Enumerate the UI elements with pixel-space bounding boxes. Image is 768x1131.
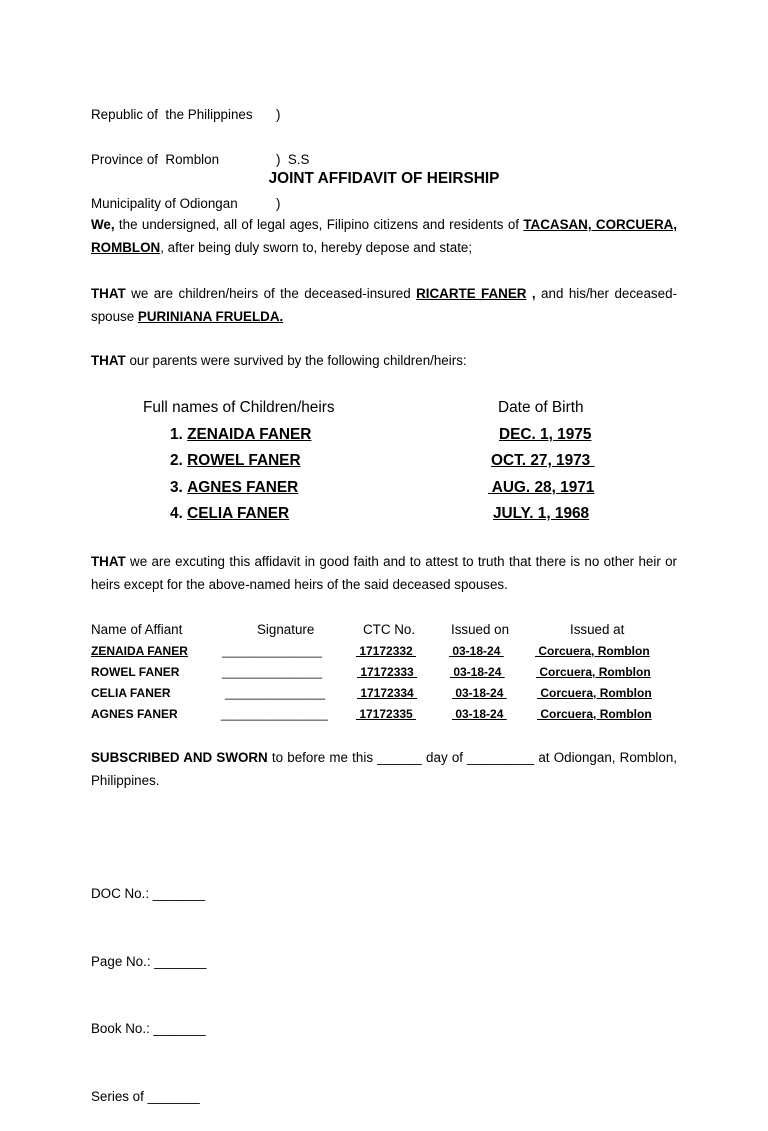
series-line: Series of _______ [91, 1088, 200, 1104]
venue-suffix: ) [276, 107, 281, 123]
spouse-name: PURINIANA FRUELDA. [137, 308, 284, 324]
ctc-number: 17172332 [356, 644, 417, 658]
issued-on-date: 03-18-24 [452, 686, 507, 700]
venue-suffix: ) [276, 195, 281, 211]
affiant-header-issued-at: Issued at [570, 622, 625, 637]
venue-suffix: ) S.S [276, 151, 310, 167]
document-title: JOINT AFFIDAVIT OF HEIRSHIP [268, 170, 500, 187]
heir-name: AGNES FANER [187, 479, 299, 496]
comma: , [526, 286, 536, 301]
heir-dob: JULY. 1, 1968 [493, 505, 590, 522]
notarial-block [91, 838, 206, 1131]
para-text: to before me this ______ day of _________ at Odiongan, Romblon, Philippines. [91, 750, 677, 788]
page-no-line: Page No.: _______ [91, 953, 207, 969]
paragraph-survived [91, 350, 677, 373]
lead-word: We, [91, 217, 115, 232]
venue-line [91, 151, 310, 168]
affiant-header-ctc: CTC No. [363, 622, 416, 637]
para-text: our parents were survived by the following children/heirs: [125, 353, 467, 368]
issued-at-place: Corcuera, Romblon [536, 665, 651, 679]
issued-at-place: Corcuera, Romblon [537, 686, 652, 700]
issued-on-date: 03-18-24 [449, 644, 504, 658]
heir-number: 1. [170, 426, 183, 443]
heir-dob: AUG. 28, 1971 [488, 479, 595, 496]
heirs-dob-header: Date of Birth [498, 399, 584, 416]
paragraph-subscribed [91, 747, 677, 792]
heir-row [170, 452, 301, 470]
heir-dob: OCT. 27, 1973 [491, 452, 595, 469]
para-text: , after being duly sworn to, hereby depose and state; [160, 239, 473, 255]
lead-word: THAT [91, 353, 126, 368]
venue-line [91, 107, 281, 123]
para-text: we are children/heirs of the deceased-insured [125, 286, 417, 301]
heir-number: 3. [170, 479, 183, 496]
issued-at-place: Corcuera, Romblon [537, 707, 652, 721]
heir-number: 4. [170, 505, 183, 522]
affiant-name: ROWEL FANER [91, 665, 180, 679]
signature-line: _______________ [222, 665, 323, 679]
venue-line [91, 195, 281, 212]
deceased-name: RICARTE FANER [416, 286, 527, 301]
issued-on-date: 03-18-24 [450, 665, 505, 679]
residence-place: TACASAN, CORCUERA, ROMBLON [91, 217, 678, 255]
affiant-header-signature: Signature [257, 622, 315, 637]
affiant-header-issued-on: Issued on [451, 622, 510, 637]
heir-row [170, 479, 298, 497]
signature-line: ________________ [221, 707, 328, 721]
lead-word: SUBSCRIBED AND SWORN [91, 750, 268, 765]
para-text: we are excuting this affidavit in good faith and to attest to truth that there is no other heir or heirs except for the above-named heirs of the said deceased spouses. [91, 554, 677, 592]
ctc-number: 17172334 [357, 686, 418, 700]
heir-row [170, 505, 289, 523]
venue-block [91, 79, 310, 226]
heir-name: ZENAIDA FANER [187, 426, 312, 443]
issued-at-place: Corcuera, Romblon [535, 644, 650, 658]
heir-dob: DEC. 1, 1975 [499, 426, 592, 443]
heir-name: CELIA FANER [187, 505, 290, 522]
heir-row [170, 426, 311, 444]
para-text: and his/her deceased-spouse [91, 286, 677, 324]
heirs-name-header: Full names of Children/heirs [143, 399, 335, 416]
ctc-number: 17172335 [356, 707, 417, 721]
affiant-name: CELIA FANER [91, 686, 171, 700]
signature-line: _______________ [225, 686, 326, 700]
lead-word: THAT [91, 554, 126, 569]
issued-on-date: 03-18-24 [452, 707, 507, 721]
affiant-header-name: Name of Affiant [91, 622, 183, 637]
venue-text: Municipality of Odiongan [91, 195, 238, 211]
heir-name: ROWEL FANER [187, 452, 301, 469]
heir-number: 2. [170, 452, 183, 469]
doc-no-line: DOC No.: _______ [91, 886, 205, 901]
book-no-line: Book No.: _______ [91, 1021, 206, 1036]
affiant-name: ZENAIDA FANER [91, 644, 188, 658]
paragraph-residence [91, 214, 677, 259]
paragraph-deceased [91, 283, 677, 328]
affiant-name: AGNES FANER [91, 707, 178, 721]
paragraph-good-faith [91, 551, 677, 596]
lead-word: THAT [91, 286, 126, 301]
venue-text: Republic of the Philippines [91, 107, 253, 123]
para-text: the undersigned, all of legal ages, Filipino citizens and residents of [114, 217, 524, 232]
signature-line: _______________ [222, 644, 323, 658]
ctc-number: 17172333 [357, 665, 418, 679]
venue-text: Province of Romblon [91, 151, 220, 167]
